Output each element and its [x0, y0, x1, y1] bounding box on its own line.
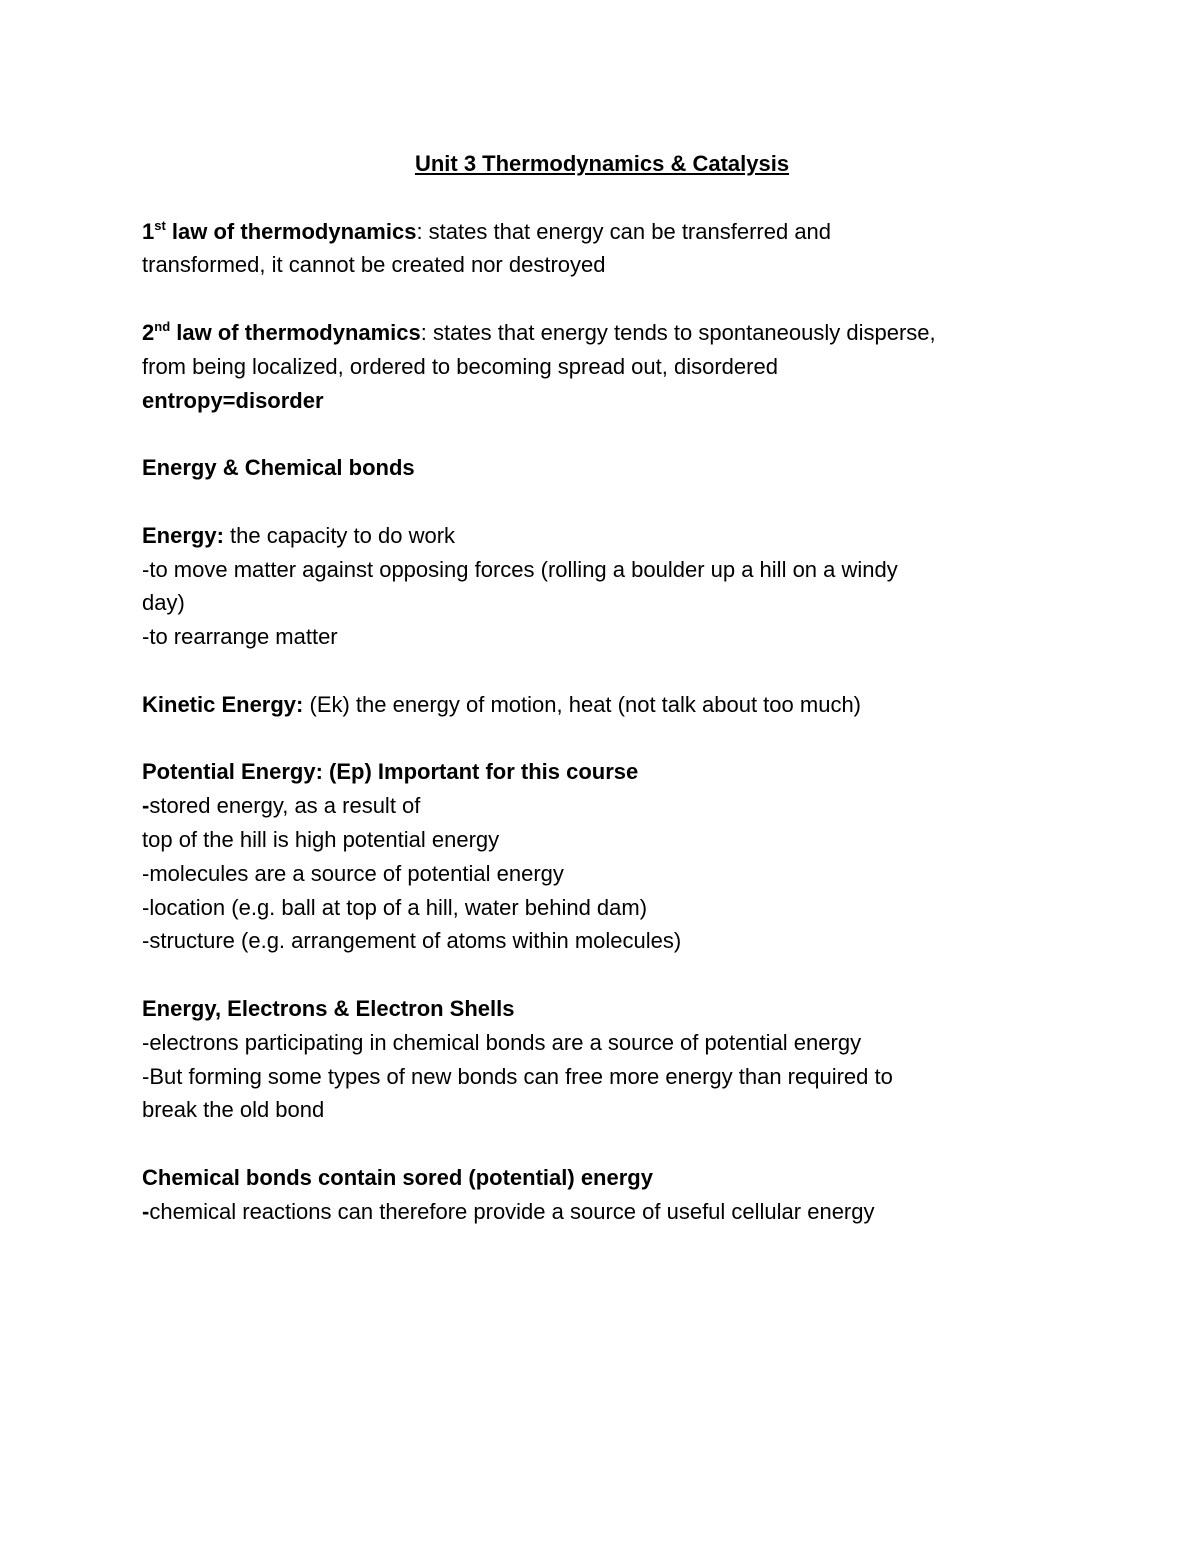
energy-term: Energy:: [142, 522, 224, 548]
energy-bonds-heading-text: Energy & Chemical bonds: [142, 455, 415, 481]
potential-energy-line-2: top of the hill is high potential energy: [142, 826, 500, 852]
document-title: Unit 3 Thermodynamics & Catalysis: [414, 151, 790, 176]
first-law-text: : states that energy can be transferred and: [416, 218, 832, 244]
potential-energy-heading: [142, 755, 1062, 789]
electrons-heading: [142, 992, 1062, 1026]
chemical-bonds-heading-text: Chemical bonds contain sored (potential) energy: [142, 1164, 653, 1190]
document-body: [142, 147, 1062, 1229]
energy-line-4: -to rearrange matter: [142, 624, 338, 650]
potential-energy-line-4: -location (e.g. ball at top of a hill, water behind dam): [142, 894, 648, 920]
second-law-superscript: nd: [154, 318, 171, 334]
chemical-bonds-heading: [142, 1161, 1062, 1195]
first-law-line-1: [142, 215, 1062, 249]
entropy-term: entropy=disorder: [142, 387, 324, 413]
second-law-number: 2: [142, 319, 155, 345]
second-law-line-1: [142, 316, 1062, 350]
potential-energy-line-3: -molecules are a source of potential energy: [142, 860, 564, 886]
spacer: [142, 282, 1062, 316]
potential-energy-heading-text: Potential Energy: (Ep) Important for this course: [142, 759, 639, 785]
first-law-number: 1: [142, 218, 155, 244]
electrons-line-2: -But forming some types of new bonds can free more energy than required to: [142, 1063, 893, 1089]
chemical-bonds-line-1: [142, 1195, 1062, 1229]
kinetic-energy-definition: (Ek) the energy of motion, heat (not talk about too much): [303, 691, 862, 717]
spacer: [142, 181, 1062, 215]
energy-bonds-heading: [142, 451, 1062, 485]
energy-line-2: -to move matter against opposing forces (rolling a boulder up a hill on a windy: [142, 556, 898, 582]
chemical-bonds-line-1-text: chemical reactions can therefore provide a source of useful cellular energy: [149, 1198, 875, 1224]
electrons-line-1: -electrons participating in chemical bonds are a source of potential energy: [142, 1029, 862, 1055]
second-law-term: law of thermodynamics: [170, 319, 421, 345]
second-law-text: : states that energy tends to spontaneously disperse,: [420, 319, 936, 345]
potential-energy-line-1-text: stored energy, as a result of: [149, 793, 421, 819]
energy-definition: the capacity to do work: [223, 522, 456, 548]
spacer: [142, 1127, 1062, 1161]
electrons-heading-text: Energy, Electrons & Electron Shells: [142, 995, 515, 1021]
chemical-bonds-dash: -: [142, 1198, 150, 1224]
spacer: [142, 485, 1062, 519]
spacer: [142, 417, 1062, 451]
kinetic-energy-line: [142, 688, 1062, 722]
spacer: [142, 958, 1062, 992]
energy-line-3: day): [142, 590, 185, 616]
second-law-line-2: from being localized, ordered to becoming spread out, disordered: [142, 353, 778, 379]
spacer: [142, 654, 1062, 688]
energy-definition-line: [142, 519, 1062, 553]
first-law-superscript: st: [154, 217, 166, 233]
potential-energy-dash: -: [142, 793, 150, 819]
potential-energy-line-5: -structure (e.g. arrangement of atoms within molecules): [142, 928, 682, 954]
first-law-line-2: transformed, it cannot be created nor destroyed: [142, 252, 606, 278]
entropy-line: [142, 384, 1062, 418]
electrons-line-3: break the old bond: [142, 1097, 325, 1123]
spacer: [142, 722, 1062, 756]
kinetic-energy-term: Kinetic Energy:: [142, 691, 304, 717]
potential-energy-line-1: [142, 789, 1062, 823]
first-law-term: law of thermodynamics: [165, 218, 417, 244]
